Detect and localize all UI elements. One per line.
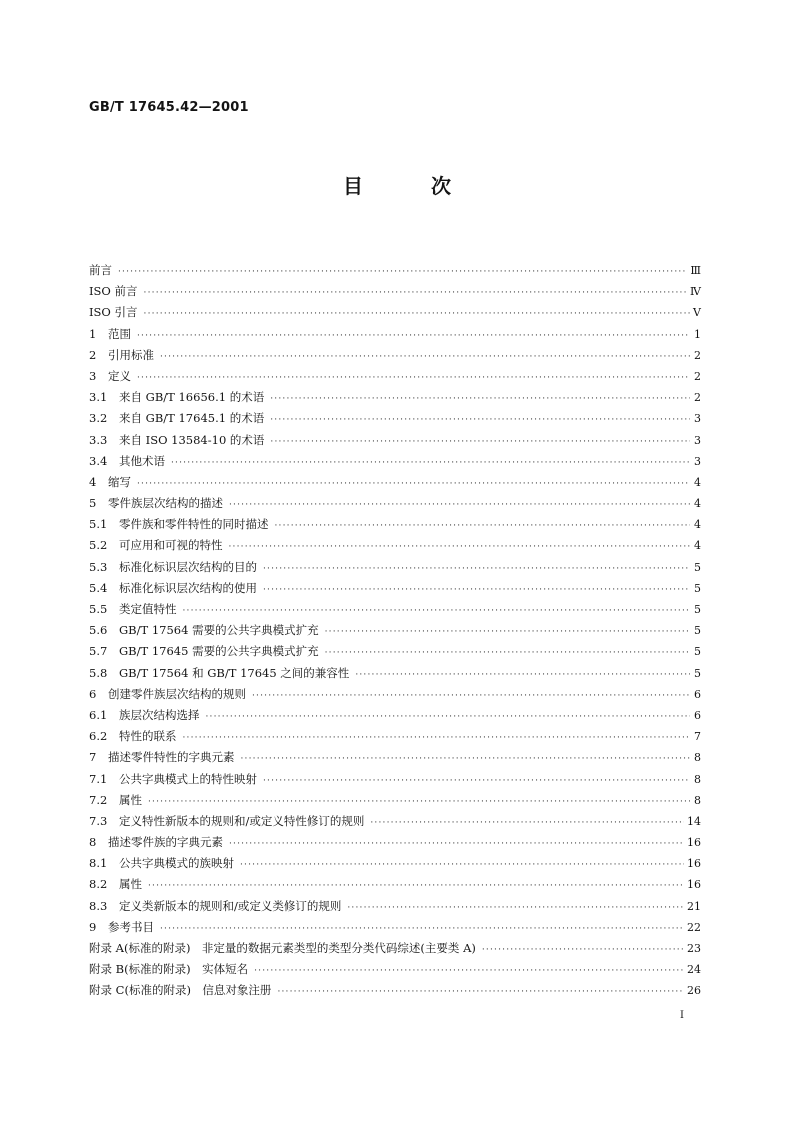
toc-entry[interactable]	[89, 326, 701, 347]
toc-entry-page: 6	[694, 708, 701, 722]
toc-leader-dots	[183, 733, 691, 743]
toc-entry-title: GB/T 17564 和 GB/T 17645 之间的兼容性	[119, 665, 350, 680]
toc-leader-dots	[275, 521, 691, 531]
toc-entry-title: 描述零件特性的字典元素	[108, 750, 235, 765]
toc-entry-title: ISO 前言	[89, 284, 138, 299]
toc-entry-number: 6.2	[89, 729, 108, 744]
toc-entry-title: 公共字典模式上的特性映射	[119, 771, 257, 786]
toc-entry-page: 8	[694, 772, 701, 786]
toc-entry-number: 8.3	[89, 898, 108, 913]
toc-entry-page: 6	[694, 687, 701, 701]
toc-entry[interactable]	[89, 410, 701, 431]
toc-entry[interactable]	[89, 728, 701, 749]
toc-leader-dots	[171, 458, 690, 468]
toc-leader-dots	[270, 394, 690, 404]
toc-entry-page: 24	[687, 963, 701, 977]
toc-entry-page: 2	[694, 348, 701, 362]
toc-entry-title: 描述零件族的字典元素	[108, 835, 223, 850]
toc-entry-title: 其他术语	[119, 453, 165, 468]
toc-entry[interactable]	[89, 792, 701, 813]
toc-entry[interactable]	[89, 347, 701, 368]
toc-entry-title: GB/T 17645 需要的公共字典模式扩充	[119, 644, 319, 659]
toc-entry-title: 范围	[108, 326, 131, 341]
toc-entry-page: 5	[694, 581, 701, 595]
toc-leader-dots	[254, 966, 684, 976]
toc-leader-dots	[148, 797, 690, 807]
toc-entry-number: 8	[89, 835, 97, 850]
toc-entry-number: 3.4	[89, 453, 108, 468]
toc-entry[interactable]	[89, 771, 701, 792]
toc-leader-dots	[229, 839, 684, 849]
toc-leader-dots	[160, 924, 684, 934]
toc-entry-number: 3.1	[89, 390, 108, 405]
toc-entry[interactable]	[89, 537, 701, 558]
toc-entry-title: 特性的联系	[119, 729, 177, 744]
toc-entry-page: 5	[694, 645, 701, 659]
page-title: 目次	[343, 174, 519, 198]
toc-entry-title: 属性	[119, 877, 142, 892]
toc-entry-title: 来自 GB/T 17645.1 的术语	[119, 411, 265, 426]
toc-entry-page: 21	[687, 899, 701, 913]
toc-entry-title: 标准化标识层次结构的使用	[119, 580, 257, 595]
toc-entry[interactable]	[89, 262, 701, 283]
toc-entry-number: 9	[89, 919, 97, 934]
toc-entry[interactable]	[89, 580, 701, 601]
toc-entry-number: 6	[89, 686, 97, 701]
toc-entry-title: 附录 C(标准的附录) 信息对象注册	[89, 983, 272, 998]
toc-entry-title: 零件族和零件特性的同时描述	[119, 517, 269, 532]
toc-leader-dots	[370, 818, 684, 828]
toc-entry-page: 3	[694, 454, 701, 468]
toc-entry-page: 1	[694, 327, 701, 341]
toc-leader-dots	[252, 691, 690, 701]
toc-entry-title: 定义类新版本的规则和/或定义类修订的规则	[119, 898, 342, 913]
toc-entry-page: 16	[687, 857, 701, 871]
toc-entry-title: ISO 引言	[89, 305, 138, 320]
standard-code: GB/T 17645.42—2001	[89, 100, 249, 115]
toc-entry-title: 定义	[108, 368, 131, 383]
toc-entry-page: 4	[694, 539, 701, 553]
toc-leader-dots	[263, 776, 690, 786]
toc-entry-page: 2	[694, 391, 701, 405]
toc-entry-title: 类定值特性	[119, 602, 177, 616]
toc-entry-number: 5.4	[89, 580, 108, 595]
toc-entry[interactable]	[89, 389, 701, 410]
toc-entry-number: 5.3	[89, 559, 108, 574]
toc-entry-page: 16	[687, 878, 701, 892]
toc-entry-number: 3.3	[89, 432, 108, 447]
toc-entry-number: 3	[89, 368, 97, 383]
toc-entry-number: 7.2	[89, 792, 108, 807]
toc-entry[interactable]	[89, 665, 701, 686]
toc-leader-dots	[355, 670, 690, 680]
toc-entry-title: 族层次结构选择	[119, 707, 200, 722]
toc-entry[interactable]	[89, 283, 701, 304]
toc-leader-dots	[144, 309, 690, 319]
toc-entry-page: Ⅴ	[693, 306, 701, 320]
toc-leader-dots	[263, 564, 690, 574]
toc-entry-page: 14	[687, 814, 701, 828]
toc-entry-title: 缩写	[108, 474, 131, 489]
toc-entry[interactable]	[89, 495, 701, 516]
toc-entry-number: 5	[89, 496, 97, 511]
toc-entry[interactable]	[89, 643, 701, 664]
toc-entry[interactable]	[89, 961, 701, 982]
toc-entry[interactable]	[89, 432, 701, 453]
toc-entry-title: 前言	[89, 263, 112, 277]
toc-leader-dots	[148, 881, 684, 891]
toc-entry-number: 7	[89, 750, 97, 765]
toc-entry-page: 26	[687, 984, 701, 998]
toc-entry-page: 5	[694, 666, 701, 680]
toc-entry-page: 3	[694, 412, 701, 426]
toc-entry-page: 8	[694, 793, 701, 807]
toc-entry-number: 8.2	[89, 877, 108, 892]
toc-entry-number: 1	[89, 326, 97, 341]
toc-entry[interactable]	[89, 686, 701, 707]
toc-entry-title: 参考书目	[108, 919, 154, 934]
toc-entry[interactable]	[89, 474, 701, 495]
toc-entry[interactable]	[89, 368, 701, 389]
toc-entry-page: 8	[694, 751, 701, 765]
toc-entry[interactable]	[89, 940, 701, 961]
table-of-contents	[89, 262, 701, 1004]
toc-entry-number: 5.2	[89, 538, 108, 553]
toc-entry-page: 5	[694, 624, 701, 638]
toc-entry-number: 5.5	[89, 602, 108, 616]
toc-leader-dots	[137, 373, 690, 383]
toc-entry-page: 4	[694, 475, 701, 489]
toc-leader-dots	[277, 987, 684, 997]
toc-entry-number: 4	[89, 474, 97, 489]
toc-entry-title: 定义特性新版本的规则和/或定义特性修订的规则	[119, 813, 365, 828]
toc-leader-dots	[144, 288, 687, 298]
toc-entry-number: 5.1	[89, 517, 108, 532]
toc-entry-page: Ⅳ	[690, 285, 701, 299]
toc-entry-number: 5.7	[89, 644, 108, 659]
toc-entry-number: 6.1	[89, 707, 108, 722]
toc-entry-title: 可应用和可视的特性	[119, 538, 223, 553]
toc-entry-title: 引用标准	[108, 347, 154, 362]
toc-entry-number: 7.1	[89, 771, 108, 786]
toc-entry-page: 5	[694, 603, 701, 616]
toc-entry-number: 5.6	[89, 623, 108, 638]
toc-entry-page: 4	[694, 518, 701, 532]
toc-leader-dots	[347, 903, 684, 913]
toc-entry[interactable]	[89, 919, 701, 940]
toc-entry-number: 2	[89, 347, 97, 362]
toc-entry-number: 8.1	[89, 856, 108, 871]
toc-leader-dots	[160, 352, 690, 362]
toc-leader-dots	[183, 606, 691, 616]
toc-leader-dots	[270, 415, 690, 425]
toc-entry-title: 公共字典模式的族映射	[119, 856, 234, 871]
toc-entry-title: 属性	[119, 792, 142, 807]
toc-entry-page: 2	[694, 369, 701, 383]
toc-entry-title: 创建零件族层次结构的规则	[108, 686, 246, 701]
toc-entry[interactable]	[89, 453, 701, 474]
toc-entry[interactable]	[89, 622, 701, 643]
toc-leader-dots	[206, 712, 691, 722]
toc-entry-page: 3	[694, 433, 701, 447]
toc-leader-dots	[325, 627, 690, 637]
toc-entry-title: 零件族层次结构的描述	[108, 496, 223, 511]
toc-entry-title: 附录 B(标准的附录) 实体短名	[89, 962, 249, 977]
toc-entry-title: 来自 GB/T 16656.1 的术语	[119, 390, 265, 405]
toc-leader-dots	[241, 754, 691, 764]
page-number-mark: I	[680, 1010, 684, 1021]
toc-entry-page: 4	[694, 497, 701, 511]
toc-entry[interactable]	[89, 855, 701, 876]
toc-entry[interactable]	[89, 601, 701, 622]
toc-entry-page: 7	[694, 730, 701, 744]
toc-entry-page: Ⅲ	[690, 264, 701, 277]
toc-leader-dots	[137, 479, 690, 489]
toc-entry-number: 7.3	[89, 813, 108, 828]
toc-entry[interactable]	[89, 876, 701, 897]
toc-entry[interactable]	[89, 834, 701, 855]
toc-entry-number: 5.8	[89, 665, 108, 680]
toc-leader-dots	[263, 585, 690, 595]
toc-leader-dots	[229, 542, 691, 552]
toc-leader-dots	[482, 945, 684, 955]
toc-leader-dots	[240, 860, 684, 870]
toc-leader-dots	[270, 437, 690, 447]
toc-entry-title: 附录 A(标准的附录) 非定量的数据元素类型的类型分类代码综述(主要类 A)	[89, 941, 476, 955]
toc-entry[interactable]	[89, 813, 701, 834]
toc-entry-page: 22	[687, 920, 701, 934]
toc-entry[interactable]	[89, 304, 701, 325]
toc-entry-page: 16	[687, 836, 701, 850]
toc-entry[interactable]	[89, 516, 701, 537]
toc-entry-title: GB/T 17564 需要的公共字典模式扩充	[119, 623, 319, 638]
toc-entry[interactable]	[89, 559, 701, 580]
toc-entry-number: 3.2	[89, 411, 108, 426]
toc-leader-dots	[137, 331, 690, 341]
toc-entry-page: 23	[687, 942, 701, 955]
toc-entry[interactable]	[89, 898, 701, 919]
toc-entry[interactable]	[89, 749, 701, 770]
toc-entry[interactable]	[89, 982, 701, 1003]
toc-entry-page: 5	[694, 560, 701, 574]
toc-leader-dots	[325, 648, 690, 658]
toc-leader-dots	[229, 500, 690, 510]
toc-leader-dots	[118, 267, 687, 277]
toc-entry-title: 标准化标识层次结构的目的	[119, 559, 257, 574]
toc-entry-title: 来自 ISO 13584-10 的术语	[119, 432, 265, 447]
toc-entry[interactable]	[89, 707, 701, 728]
